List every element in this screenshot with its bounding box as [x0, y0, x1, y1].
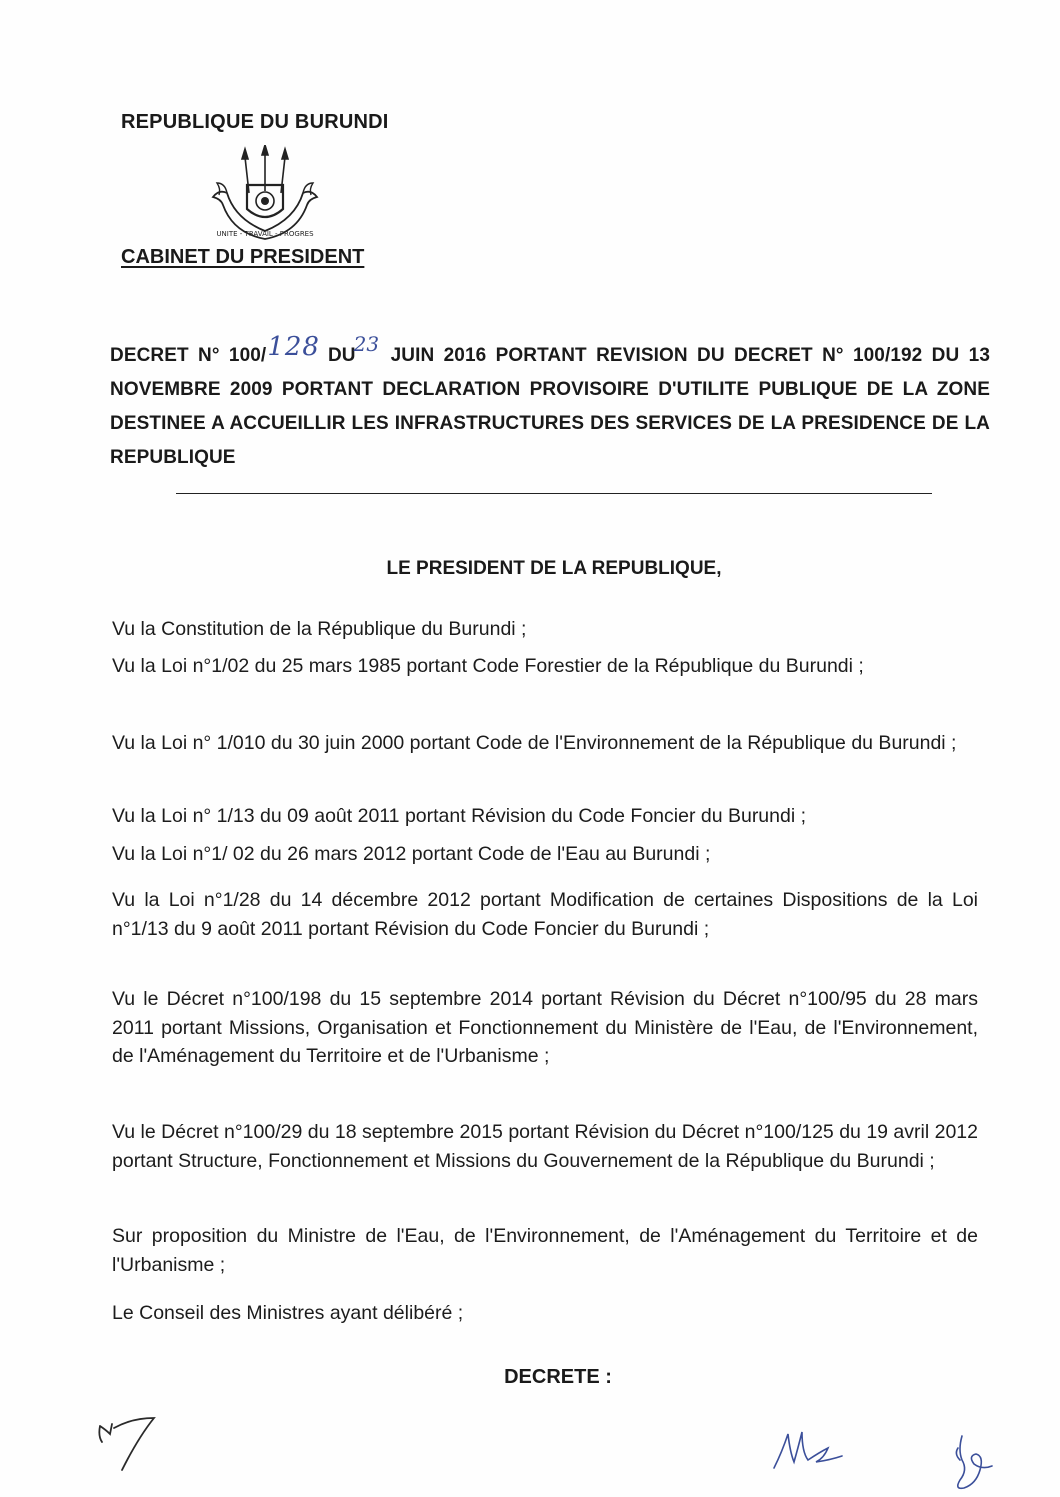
consideration-paragraph: Vu la Loi n°1/02 du 25 mars 1985 portant Code Forestier de la République du Burundi ; — [112, 655, 864, 677]
handwritten-decree-number: 128 — [267, 332, 320, 362]
handwritten-initials-icon — [92, 1412, 162, 1474]
consideration-paragraph: Vu la Constitution de la République du Burundi ; — [112, 618, 527, 640]
cabinet-header: CABINET DU PRESIDENT — [121, 246, 365, 268]
consideration-paragraph: Vu la Loi n°1/ 02 du 26 mars 2012 portant Code de l'Eau au Burundi ; — [112, 843, 711, 865]
decree-title-prefix: DECRET N° 100/ — [110, 345, 267, 366]
republic-header: REPUBLIQUE DU BURUNDI — [121, 111, 389, 133]
decree-title-du: DU — [327, 345, 356, 366]
consideration-paragraph: Vu la Loi n° 1/13 du 09 août 2011 portant Révision du Code Foncier du Burundi ; — [112, 805, 807, 827]
consideration-paragraph: Le Conseil des Ministres ayant délibéré ; — [112, 1302, 464, 1324]
decree-title-rest: JUIN 2016 PORTANT REVISION DU DECRET N° 100/192 DU 13 NOVEMBRE 2009 PORTANT DECLARATION PROVISOIRE D'UTILITE PUBLIQUE DE LA ZONE DESTINEE A ACCUEILLIR LES INFRASTRUCTURES DES SERVICES DE LA PRESIDENCE DE LA REPUBLIQUE — [110, 345, 990, 468]
title-divider — [176, 493, 932, 494]
consideration-paragraph: Vu la Loi n°1/28 du 14 décembre 2012 portant Modification de certaines Dispositions de la Loi n°1/13 du 9 août 2011 portant Révision du Code Foncier du Burundi ; — [112, 889, 978, 940]
handwritten-paraph-icon — [940, 1430, 1000, 1494]
coat-of-arms-icon — [205, 145, 325, 241]
handwritten-signature-icon — [768, 1422, 848, 1474]
president-heading: LE PRESIDENT DE LA REPUBLIQUE, — [386, 558, 722, 579]
consideration-paragraph: Vu le Décret n°100/198 du 15 septembre 2014 portant Révision du Décret n°100/95 du 28 mars 2011 portant Missions, Organisation et Fonctionnement du Ministère de l'Eau, de l'Environnement, de l'Aménagement du Territoire et de l'Urbanisme ; — [112, 988, 978, 1067]
decrete-heading: DECRETE : — [504, 1366, 612, 1388]
handwritten-decree-day: 23 — [353, 332, 380, 356]
consideration-paragraph: Sur proposition du Ministre de l'Eau, de l'Environnement, de l'Aménagement du Territoire et de l'Urbanisme ; — [112, 1225, 978, 1276]
consideration-paragraph: Vu la Loi n° 1/010 du 30 juin 2000 portant Code de l'Environnement de la République du Burundi ; — [112, 732, 957, 754]
emblem-motto: UNITE - TRAVAIL - PROGRES — [216, 230, 314, 238]
decree-title — [110, 332, 990, 475]
consideration-paragraph: Vu le Décret n°100/29 du 18 septembre 2015 portant Révision du Décret n°100/125 du 19 avril 2012 portant Structure, Fonctionnement et Missions du Gouvernement de la République du Burundi ; — [112, 1121, 978, 1172]
